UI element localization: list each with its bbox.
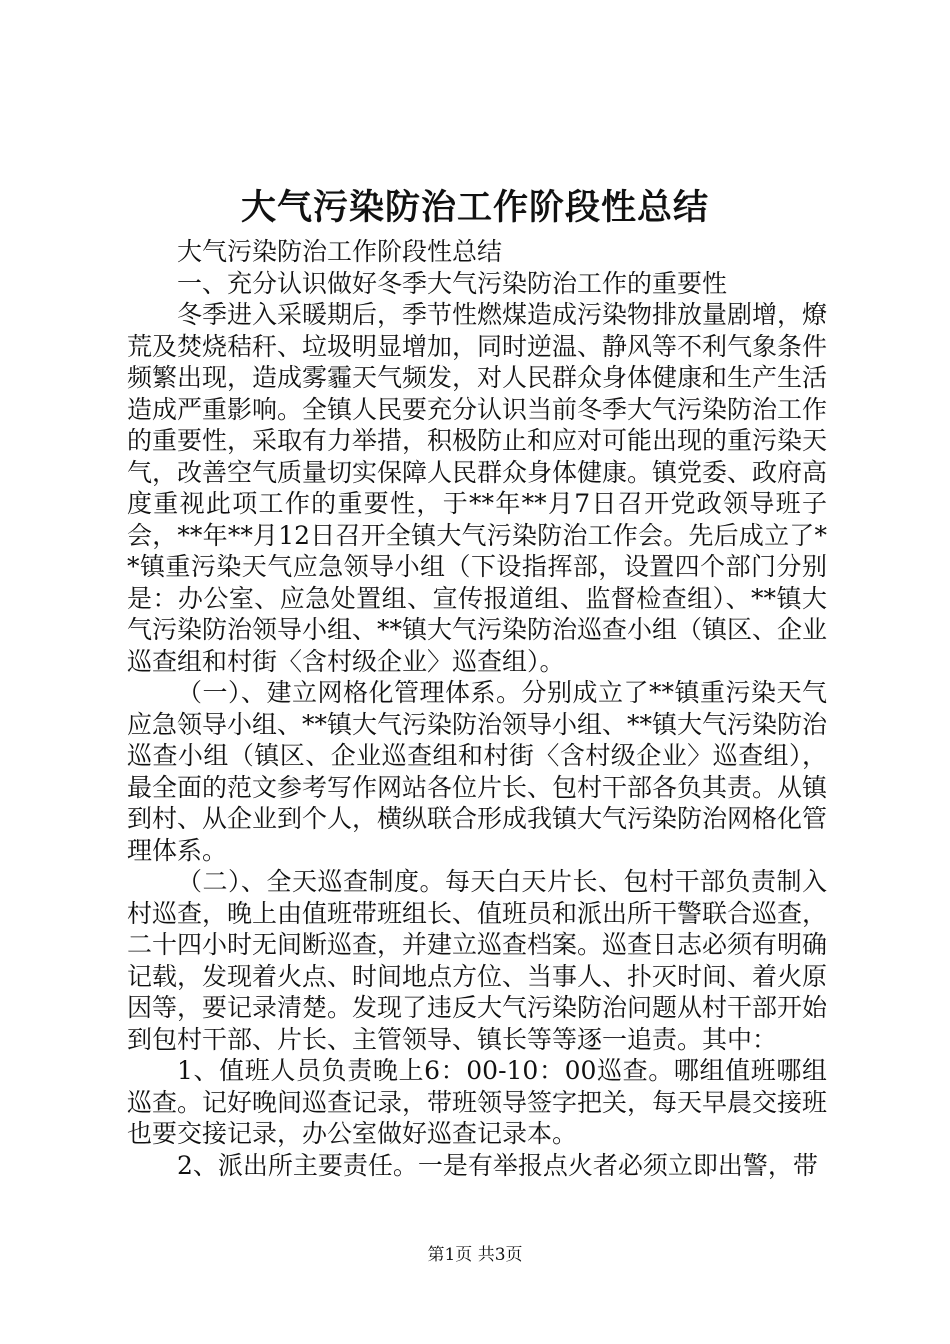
paragraph-duty-staff: 1、值班人员负责晚上6：00-10：00巡查。哪组值班哪组巡查。记好晚间巡查记录，带班领导签字把关，每天早晨交接班也要交接记录，办公室做好巡查记录本。: [127, 1056, 828, 1148]
paragraph-section-heading: 一、充分认识做好冬季大气污染防治工作的重要性: [177, 268, 728, 298]
paragraph-police-duty: 2、派出所主要责任。一是有举报点火者必须立即出警，带: [177, 1150, 818, 1180]
paragraph-patrol-system: （二）、全天巡查制度。每天白天片长、包村干部负责制入村巡查，晚上由值班带班组长、值班员和派出所干警联合巡查，二十四小时无间断巡查，并建立巡查档案。巡查日志必须有明确记载，发现着火点、时间地点方位、当事人、扑灭时间、着火原因等，要记录清楚。发现了违反大气污染防治问题从村干部开始到包村干部、片长、主管领导、镇长等等逐一追责。其中：: [127, 867, 828, 1054]
document-body: [127, 236, 827, 1181]
paragraph-grid-management: （一）、建立网格化管理体系。分别成立了**镇重污染天气应急领导小组、**镇大气污染防治领导小组、**镇大气污染防治巡查小组（镇区、企业巡查组和村街〈含村级企业〉巡查组），最全面的范文参考写作网站各位片长、包村干部各负其责。从镇到村、从企业到个人，横纵联合形成我镇大气污染防治网格化管理体系。: [127, 678, 828, 865]
paragraph-intro: 冬季进入采暖期后，季节性燃煤造成污染物排放量剧增，燎荒及焚烧秸秆、垃圾明显增加，同时逆温、静风等不利气象条件频繁出现，造成雾霾天气频发，对人民群众身体健康和生产生活造成严重影响。全镇人民要充分认识当前冬季大气污染防治工作的重要性，采取有力举措，积极防止和应对可能出现的重污染天气，改善空气质量切实保障人民群众身体健康。镇党委、政府高度重视此项工作的重要性，于**年**月7日召开党政领导班子会，**年**月12日召开全镇大气污染防治工作会。先后成立了**镇重污染天气应急领导小组（下设指挥部，设置四个部门分别是：办公室、应急处置组、宣传报道组、监督检查组）、**镇大气污染防治领导小组、**镇大气污染防治巡查小组（镇区、企业巡查组和村街〈含村级企业〉巡查组）。: [127, 300, 828, 676]
document-title: 大气污染防治工作阶段性总结: [240, 187, 709, 228]
paragraph-subtitle: 大气污染防治工作阶段性总结: [177, 237, 503, 266]
page-number: 第1页 共3页: [427, 1245, 523, 1265]
